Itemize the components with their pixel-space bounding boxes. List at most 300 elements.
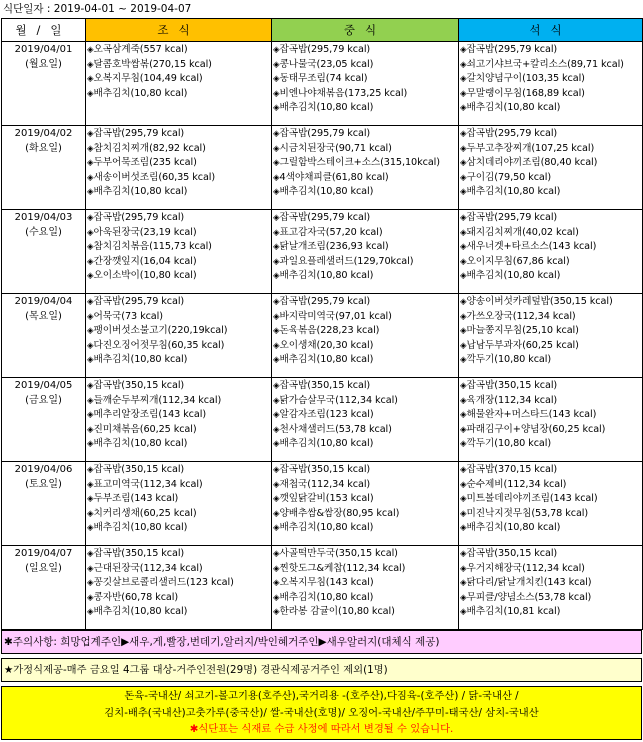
diamond-bullet-icon: ◈ <box>460 45 467 55</box>
menu-item-text: 잡곡밥(295,79 kcal) <box>466 212 558 223</box>
menu-item-text: 잡곡밥(370,15 kcal) <box>466 464 558 475</box>
day-weekday: (일요일) <box>25 563 62 574</box>
diamond-bullet-icon: ◈ <box>87 74 94 85</box>
menu-item <box>87 521 269 536</box>
dinner-menu-list <box>459 462 642 536</box>
day-row <box>2 126 643 210</box>
menu-item <box>460 310 640 325</box>
breakfast-cell <box>86 42 272 126</box>
breakfast-cell <box>86 378 272 462</box>
menu-item-text: 돼지김치찌개(40,02 kcal) <box>466 226 579 238</box>
menu-item-text: 잡곡밥(295,79 kcal) <box>279 44 371 55</box>
diamond-bullet-icon: ◈ <box>273 424 280 435</box>
diamond-bullet-icon: ◈ <box>273 242 280 253</box>
diamond-bullet-icon: ◈ <box>87 297 94 307</box>
menu-item <box>460 156 640 171</box>
menu-item <box>273 240 456 255</box>
diamond-bullet-icon: ◈ <box>460 242 467 253</box>
day-date-cell <box>2 546 86 630</box>
diamond-bullet-icon: ◈ <box>87 395 94 406</box>
menu-item <box>273 353 456 368</box>
menu-item-text: 두부조림(143 kcal) <box>93 493 179 505</box>
diamond-bullet-icon: ◈ <box>273 465 280 475</box>
diamond-bullet-icon: ◈ <box>87 271 94 282</box>
dinner-cell <box>459 462 643 546</box>
menu-item <box>87 171 269 186</box>
menu-item <box>460 295 640 310</box>
menu-item <box>87 562 269 577</box>
menu-item <box>87 127 269 142</box>
menu-item <box>273 507 456 522</box>
menu-item <box>87 379 269 394</box>
lunch-cell <box>272 546 459 630</box>
dinner-cell <box>459 126 643 210</box>
menu-item-text: 잡곡밥(295,79 kcal) <box>93 212 185 223</box>
diamond-bullet-icon: ◈ <box>87 508 94 519</box>
menu-item <box>87 43 269 58</box>
lunch-cell <box>272 462 459 546</box>
menu-item-text: 메추리알장조림(143 kcal) <box>93 409 207 421</box>
diamond-bullet-icon: ◈ <box>460 256 467 267</box>
header-date: 월/일 <box>2 19 86 42</box>
diamond-bullet-icon: ◈ <box>273 297 280 307</box>
diamond-bullet-icon: ◈ <box>87 381 94 391</box>
diamond-bullet-icon: ◈ <box>273 607 280 618</box>
dinner-menu-list <box>459 294 642 368</box>
day-weekday: (수요일) <box>25 227 62 238</box>
lunch-menu-list <box>272 210 458 284</box>
menu-item <box>273 127 456 142</box>
diamond-bullet-icon: ◈ <box>460 578 467 589</box>
menu-item <box>273 576 456 591</box>
diamond-bullet-icon: ◈ <box>460 187 467 198</box>
menu-item <box>460 269 640 284</box>
menu-item-text: 배추김치(10,80 kcal) <box>279 354 374 366</box>
menu-item-text: 갈치양념구이(103,35 kcal) <box>466 73 585 85</box>
lunch-menu-list <box>272 294 458 368</box>
menu-item <box>460 339 640 354</box>
diamond-bullet-icon: ◈ <box>460 439 467 450</box>
menu-item-text: 배추김치(10,80 kcal) <box>279 522 374 534</box>
menu-item <box>87 156 269 171</box>
menu-item <box>273 87 456 102</box>
menu-item-text: 잡곡밥(350,15 kcal) <box>279 380 371 391</box>
diamond-bullet-icon: ◈ <box>87 494 94 505</box>
diamond-bullet-icon: ◈ <box>87 59 94 70</box>
menu-item-text: 찐핫도그&케찹(112,34 kcal) <box>279 562 406 574</box>
menu-item <box>460 240 640 255</box>
diamond-bullet-icon: ◈ <box>273 129 280 139</box>
diamond-bullet-icon: ◈ <box>273 340 280 351</box>
menu-item-text: 잡곡밥(350,15 kcal) <box>466 548 558 559</box>
menu-item <box>273 72 456 87</box>
day-date-cell <box>2 126 86 210</box>
menu-item <box>273 43 456 58</box>
diamond-bullet-icon: ◈ <box>87 158 94 169</box>
menu-item <box>273 339 456 354</box>
day-date-cell <box>2 294 86 378</box>
menu-item-text: 두부어묵조림(235 kcal) <box>93 157 197 169</box>
origin-line-2: 김치-배추(국내산)고춧가루(중국산)/ 쌀-국내산(호명)/ 오징어-국내산/주꾸미-태국산/ 삼치-국내산 <box>104 706 539 719</box>
diamond-bullet-icon: ◈ <box>87 187 94 198</box>
menu-item-text: 닭가슴살무국(112,34 kcal) <box>279 394 398 406</box>
event-note: ★가정식제공-매주 금요일 4그룹 대상-거주인전원(29명) 경관식제공거주인 제외(1명) <box>1 658 642 682</box>
menu-item <box>87 295 269 310</box>
menu-item <box>273 521 456 536</box>
diamond-bullet-icon: ◈ <box>460 410 467 421</box>
menu-item <box>87 87 269 102</box>
diamond-bullet-icon: ◈ <box>273 213 280 223</box>
menu-item <box>273 255 456 270</box>
diamond-bullet-icon: ◈ <box>460 494 467 505</box>
header-row <box>2 19 643 42</box>
menu-item-text: 무말랭이무침(168,89 kcal) <box>466 87 585 99</box>
diamond-bullet-icon: ◈ <box>273 311 280 322</box>
dinner-menu-list <box>459 210 642 284</box>
menu-item-text: 배추김치(10,80 kcal) <box>93 438 188 450</box>
menu-item <box>273 437 456 452</box>
menu-item-text: 들깨순두부찌개(112,34 kcal) <box>93 394 222 406</box>
diamond-bullet-icon: ◈ <box>87 410 94 421</box>
diamond-bullet-icon: ◈ <box>460 381 467 391</box>
diamond-bullet-icon: ◈ <box>460 88 467 99</box>
diamond-bullet-icon: ◈ <box>87 340 94 351</box>
menu-item <box>273 295 456 310</box>
menu-item <box>273 408 456 423</box>
breakfast-menu-list <box>86 210 271 284</box>
menu-item <box>87 437 269 452</box>
menu-item-text: 알감자조림(123 kcal) <box>279 409 374 421</box>
diamond-bullet-icon: ◈ <box>87 523 94 534</box>
menu-item <box>87 492 269 507</box>
diamond-bullet-icon: ◈ <box>87 607 94 618</box>
diamond-bullet-icon: ◈ <box>273 45 280 55</box>
menu-item-text: 미트볼데리야끼조림(143 kcal) <box>466 493 598 505</box>
diamond-bullet-icon: ◈ <box>87 311 94 322</box>
day-weekday: (토요일) <box>25 479 62 490</box>
diamond-bullet-icon: ◈ <box>273 59 280 70</box>
menu-item-text: 배추김치(10,80 kcal) <box>466 186 561 198</box>
diamond-bullet-icon: ◈ <box>273 271 280 282</box>
menu-item-text: 달콤호박쌈볶(270,15 kcal) <box>93 58 212 70</box>
breakfast-cell <box>86 294 272 378</box>
menu-item-text: 두부고추장찌개(107,25 kcal) <box>466 142 595 154</box>
menu-item-text: 재첩국(112,34 kcal) <box>279 478 371 490</box>
diamond-bullet-icon: ◈ <box>273 508 280 519</box>
menu-item-text: 바지락미역국(97,01 kcal) <box>279 310 392 322</box>
menu-item <box>460 87 640 102</box>
day-date: 2019/04/06 <box>14 464 73 475</box>
diamond-bullet-icon: ◈ <box>460 213 467 223</box>
menu-item <box>87 185 269 200</box>
menu-item-text: 오이생채(20,30 kcal) <box>279 339 374 351</box>
menu-table <box>1 18 643 630</box>
menu-item-text: 동태무조림(74 kcal) <box>279 73 368 85</box>
header-breakfast: 조식 <box>86 19 272 42</box>
menu-item-text: 잡곡밥(295,79 kcal) <box>279 128 371 139</box>
dinner-menu-list <box>459 42 642 116</box>
diamond-bullet-icon: ◈ <box>273 439 280 450</box>
menu-item <box>87 211 269 226</box>
diamond-bullet-icon: ◈ <box>273 326 280 337</box>
allergy-note: ✱주의사항: 희망업계주인▶새우,게,빨장,번데기,알러지/박인혜거주인▶새우알러지(대체식 제공) <box>1 630 642 654</box>
diamond-bullet-icon: ◈ <box>460 143 467 154</box>
menu-item-text: 비엔나야채볶음(173,25 kcal) <box>279 87 408 99</box>
menu-item <box>460 185 640 200</box>
breakfast-menu-list <box>86 378 271 452</box>
day-row <box>2 462 643 546</box>
menu-item <box>87 478 269 493</box>
menu-item <box>460 437 640 452</box>
menu-item-text: 잡곡밥(350,15 kcal) <box>279 464 371 475</box>
menu-item <box>273 492 456 507</box>
menu-item <box>460 394 640 409</box>
menu-item <box>460 547 640 562</box>
day-row <box>2 210 643 294</box>
menu-item <box>87 591 269 606</box>
diamond-bullet-icon: ◈ <box>87 465 94 475</box>
diamond-bullet-icon: ◈ <box>273 523 280 534</box>
diamond-bullet-icon: ◈ <box>460 271 467 282</box>
menu-item-text: 마늘쫑지무침(25,10 kcal) <box>466 325 579 337</box>
menu-item-text: 깍두기(10,80 kcal) <box>466 438 552 450</box>
menu-item-text: 육개장(112,34 kcal) <box>466 394 558 406</box>
menu-item-text: 잡곡밥(350,15 kcal) <box>93 464 185 475</box>
diamond-bullet-icon: ◈ <box>273 494 280 505</box>
diamond-bullet-icon: ◈ <box>273 256 280 267</box>
day-row <box>2 546 643 630</box>
dinner-cell <box>459 378 643 462</box>
day-row <box>2 294 643 378</box>
menu-item-text: 잡곡밥(295,79 kcal) <box>279 212 371 223</box>
diamond-bullet-icon: ◈ <box>273 158 280 169</box>
menu-item <box>460 171 640 186</box>
diamond-bullet-icon: ◈ <box>460 297 467 307</box>
menu-item-text: 돈육볶음(228,23 kcal) <box>279 325 380 337</box>
menu-item <box>460 408 640 423</box>
diamond-bullet-icon: ◈ <box>460 592 467 603</box>
menu-item-text: 해물완자+머스타드(143 kcal) <box>466 409 597 421</box>
dinner-cell <box>459 42 643 126</box>
diamond-bullet-icon: ◈ <box>273 549 280 559</box>
diamond-bullet-icon: ◈ <box>87 424 94 435</box>
diamond-bullet-icon: ◈ <box>87 45 94 55</box>
menu-item <box>273 171 456 186</box>
menu-item-text: 콩나물국(23,05 kcal) <box>279 58 374 70</box>
menu-item <box>87 310 269 325</box>
menu-item <box>87 576 269 591</box>
diamond-bullet-icon: ◈ <box>460 549 467 559</box>
menu-item-text: 쇠고기샤브국+칼리소스(89,71 kcal) <box>466 58 624 70</box>
day-weekday: (화요일) <box>25 143 62 154</box>
lunch-menu-list <box>272 378 458 452</box>
menu-item-text: 배추김치(10,80 kcal) <box>279 438 374 450</box>
menu-item-text: 천사채샐러드(53,78 kcal) <box>279 423 392 435</box>
menu-item-text: 잡곡밥(295,79 kcal) <box>93 296 185 307</box>
menu-item-text: 양송이버섯카레덮밥(350,15 kcal) <box>466 296 613 307</box>
menu-item-text: 새송이버섯조림(60,35 kcal) <box>93 171 216 183</box>
diamond-bullet-icon: ◈ <box>87 326 94 337</box>
menu-item <box>460 226 640 241</box>
menu-item-text: 치커리생채(60,25 kcal) <box>93 507 197 519</box>
menu-item <box>273 591 456 606</box>
menu-item-text: 오복지무침(104,49 kcal) <box>93 73 203 85</box>
menu-item-text: 표고감자국(57,20 kcal) <box>279 226 383 238</box>
diamond-bullet-icon: ◈ <box>460 508 467 519</box>
menu-item-text: 잡곡밥(350,15 kcal) <box>466 380 558 391</box>
menu-item-text: 아욱된장국(23,19 kcal) <box>93 226 197 238</box>
menu-item-text: 배추김치(10,80 kcal) <box>93 522 188 534</box>
menu-item-text: 배추김치(10,80 kcal) <box>466 270 561 282</box>
menu-item-text: 오복지무침(143 kcal) <box>279 577 374 589</box>
diamond-bullet-icon: ◈ <box>87 578 94 589</box>
menu-item-text: 간장깻잎지(16,04 kcal) <box>93 255 197 267</box>
menu-item <box>273 185 456 200</box>
menu-item <box>87 240 269 255</box>
menu-item-text: 삼치데리야끼조림(80,40 kcal) <box>466 157 598 169</box>
menu-item <box>273 605 456 620</box>
diamond-bullet-icon: ◈ <box>460 395 467 406</box>
menu-item-text: 잡곡밥(295,79 kcal) <box>466 44 558 55</box>
menu-item <box>460 211 640 226</box>
lunch-menu-list <box>272 546 458 620</box>
menu-item <box>87 423 269 438</box>
diamond-bullet-icon: ◈ <box>460 311 467 322</box>
menu-item <box>273 269 456 284</box>
menu-item <box>87 269 269 284</box>
menu-item <box>460 379 640 394</box>
menu-item <box>273 547 456 562</box>
dinner-menu-list <box>459 546 642 620</box>
day-weekday: (목요일) <box>25 311 62 322</box>
diamond-bullet-icon: ◈ <box>87 439 94 450</box>
diamond-bullet-icon: ◈ <box>460 103 467 114</box>
day-date-cell <box>2 42 86 126</box>
menu-item-text: 4색야채피클(61,80 kcal) <box>279 171 389 183</box>
diamond-bullet-icon: ◈ <box>87 479 94 490</box>
diamond-bullet-icon: ◈ <box>273 103 280 114</box>
menu-item <box>87 226 269 241</box>
day-date: 2019/04/05 <box>14 380 73 391</box>
diamond-bullet-icon: ◈ <box>273 395 280 406</box>
menu-item <box>460 58 640 73</box>
menu-item <box>460 478 640 493</box>
menu-item-text: 콩자반(60,78 kcal) <box>93 591 179 603</box>
menu-item <box>87 463 269 478</box>
menu-item <box>460 43 640 58</box>
menu-item-text: 배추김치(10,80 kcal) <box>466 522 561 534</box>
menu-item-text: 오이지무침(67,86 kcal) <box>466 255 570 267</box>
menu-item <box>273 101 456 116</box>
diamond-bullet-icon: ◈ <box>273 410 280 421</box>
breakfast-menu-list <box>86 126 271 200</box>
day-date-cell <box>2 210 86 294</box>
menu-item <box>460 324 640 339</box>
menu-item-text: 근대된장국(112,34 kcal) <box>93 562 203 574</box>
menu-item <box>87 339 269 354</box>
diamond-bullet-icon: ◈ <box>87 227 94 238</box>
menu-item-text: 참치김치찌개(82,92 kcal) <box>93 142 206 154</box>
menu-item-text: 양배추쌈&쌈장(80,95 kcal) <box>279 507 400 519</box>
menu-item-text: 진미채볶음(60,25 kcal) <box>93 423 197 435</box>
diamond-bullet-icon: ◈ <box>460 523 467 534</box>
diamond-bullet-icon: ◈ <box>460 59 467 70</box>
menu-item <box>87 72 269 87</box>
diamond-bullet-icon: ◈ <box>87 592 94 603</box>
dinner-menu-list <box>459 126 642 200</box>
menu-item-text: 순수제비(112,34 kcal) <box>466 478 567 490</box>
menu-item <box>460 562 640 577</box>
period-label: 식단일자 : 2019-04-01 ~ 2019-04-07 <box>3 3 192 15</box>
menu-item <box>460 142 640 157</box>
diamond-bullet-icon: ◈ <box>273 74 280 85</box>
menu-item <box>273 423 456 438</box>
day-date: 2019/04/02 <box>14 128 73 139</box>
menu-item <box>460 463 640 478</box>
diamond-bullet-icon: ◈ <box>87 563 94 574</box>
dinner-cell <box>459 210 643 294</box>
menu-item-text: 깍두기(10,80 kcal) <box>466 354 552 366</box>
menu-item-text: 배추김치(10,80 kcal) <box>466 102 561 114</box>
diamond-bullet-icon: ◈ <box>273 578 280 589</box>
menu-item <box>87 507 269 522</box>
diamond-bullet-icon: ◈ <box>87 355 94 366</box>
menu-item <box>87 408 269 423</box>
diamond-bullet-icon: ◈ <box>273 592 280 603</box>
menu-item <box>460 101 640 116</box>
lunch-cell <box>272 42 459 126</box>
diamond-bullet-icon: ◈ <box>460 172 467 183</box>
menu-item <box>273 58 456 73</box>
menu-item <box>273 394 456 409</box>
menu-item-text: 미진낙지젓무침(53,78 kcal) <box>466 507 589 519</box>
diamond-bullet-icon: ◈ <box>87 172 94 183</box>
menu-item <box>460 492 640 507</box>
menu-item-text: 시금치된장국(90,71 kcal) <box>279 142 392 154</box>
menu-item <box>460 72 640 87</box>
menu-item <box>273 478 456 493</box>
diamond-bullet-icon: ◈ <box>273 88 280 99</box>
menu-item-text: 배추김치(10,80 kcal) <box>279 186 374 198</box>
menu-item <box>273 226 456 241</box>
menu-item-text: 오곡삼계죽(557 kcal) <box>93 44 188 55</box>
menu-item-text: 어묵국(73 kcal) <box>93 310 163 322</box>
menu-item <box>273 324 456 339</box>
menu-item <box>460 576 640 591</box>
lunch-menu-list <box>272 462 458 536</box>
menu-item-text: 배추김치(10,80 kcal) <box>93 186 188 198</box>
breakfast-menu-list <box>86 546 271 620</box>
lunch-cell <box>272 210 459 294</box>
menu-item <box>460 521 640 536</box>
diamond-bullet-icon: ◈ <box>460 74 467 85</box>
diamond-bullet-icon: ◈ <box>460 227 467 238</box>
menu-item-text: 참치김치볶음(115,73 kcal) <box>93 241 212 253</box>
day-row <box>2 378 643 462</box>
menu-item <box>273 310 456 325</box>
dinner-cell <box>459 294 643 378</box>
menu-item <box>273 211 456 226</box>
menu-item <box>460 605 640 620</box>
menu-item <box>87 605 269 620</box>
diamond-bullet-icon: ◈ <box>273 479 280 490</box>
diamond-bullet-icon: ◈ <box>273 172 280 183</box>
diamond-bullet-icon: ◈ <box>87 143 94 154</box>
day-weekday: (월요일) <box>25 59 62 70</box>
menu-item <box>273 463 456 478</box>
menu-item-text: 우거지해장국(112,34 kcal) <box>466 562 585 574</box>
menu-item-text: 꽁깃살브로콜리샐러드(123 kcal) <box>93 577 234 589</box>
